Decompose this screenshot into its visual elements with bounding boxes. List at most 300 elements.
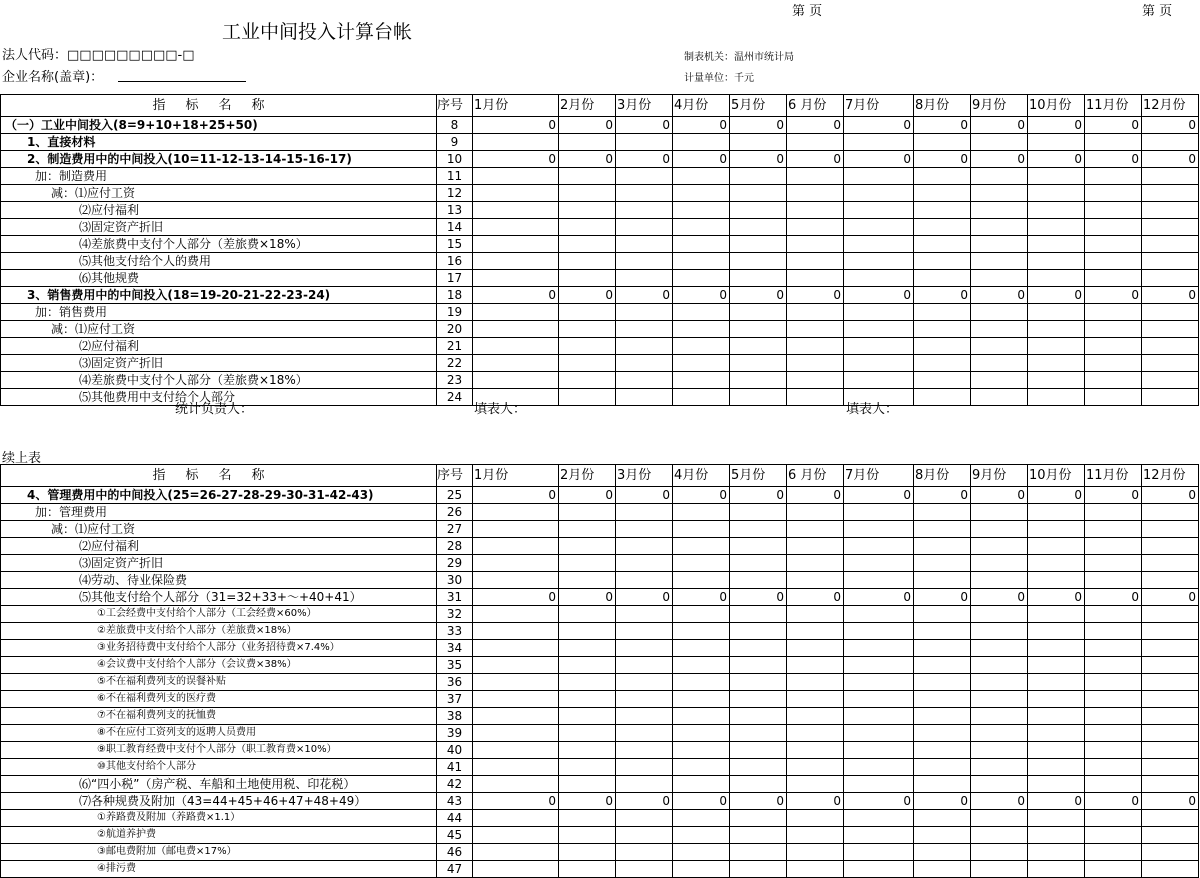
month-value-cell[interactable] (1028, 691, 1085, 708)
month-value-cell[interactable]: 0 (1085, 287, 1142, 304)
month-value-cell[interactable] (844, 572, 914, 589)
month-value-cell[interactable] (787, 202, 844, 219)
month-value-cell[interactable] (559, 304, 616, 321)
month-value-cell[interactable] (844, 538, 914, 555)
month-value-cell[interactable] (730, 521, 787, 538)
indicator-name-cell[interactable]: （一）工业中间投入(8=9+10+18+25+50) (1, 117, 437, 134)
month-value-cell[interactable] (559, 202, 616, 219)
month-value-cell[interactable]: 0 (559, 487, 616, 504)
month-value-cell[interactable] (914, 185, 971, 202)
month-value-cell[interactable] (730, 810, 787, 827)
month-value-cell[interactable]: 0 (1142, 151, 1199, 168)
month-value-cell[interactable]: 0 (844, 589, 914, 606)
month-value-cell[interactable] (730, 389, 787, 406)
month-value-cell[interactable] (914, 338, 971, 355)
month-value-cell[interactable] (559, 338, 616, 355)
month-value-cell[interactable] (914, 521, 971, 538)
month-value-cell[interactable] (616, 372, 673, 389)
month-value-cell[interactable] (1142, 538, 1199, 555)
seq-cell[interactable]: 14 (437, 219, 473, 236)
month-value-cell[interactable] (1028, 623, 1085, 640)
month-value-cell[interactable]: 0 (473, 589, 559, 606)
month-value-cell[interactable] (673, 827, 730, 844)
indicator-name-cell[interactable]: ⑶固定资产折旧 (1, 219, 437, 236)
month-value-cell[interactable]: 0 (914, 487, 971, 504)
month-value-cell[interactable] (673, 572, 730, 589)
month-value-cell[interactable] (1028, 657, 1085, 674)
month-value-cell[interactable]: 0 (673, 793, 730, 810)
month-value-cell[interactable] (730, 355, 787, 372)
month-value-cell[interactable] (616, 861, 673, 878)
indicator-name-cell[interactable]: 减：⑴应付工资 (1, 521, 437, 538)
month-value-cell[interactable] (787, 827, 844, 844)
month-value-cell[interactable] (844, 372, 914, 389)
month-value-cell[interactable] (616, 355, 673, 372)
month-value-cell[interactable]: 0 (1085, 589, 1142, 606)
month-value-cell[interactable]: 0 (1142, 487, 1199, 504)
month-value-cell[interactable] (473, 304, 559, 321)
month-value-cell[interactable]: 0 (616, 117, 673, 134)
month-value-cell[interactable] (730, 759, 787, 776)
month-value-cell[interactable] (971, 521, 1028, 538)
month-value-cell[interactable] (971, 253, 1028, 270)
month-value-cell[interactable] (844, 304, 914, 321)
seq-cell[interactable]: 22 (437, 355, 473, 372)
month-value-cell[interactable]: 0 (559, 117, 616, 134)
month-value-cell[interactable] (1142, 691, 1199, 708)
month-value-cell[interactable] (673, 555, 730, 572)
month-value-cell[interactable] (616, 725, 673, 742)
month-value-cell[interactable] (787, 253, 844, 270)
month-value-cell[interactable] (673, 606, 730, 623)
month-value-cell[interactable]: 0 (914, 793, 971, 810)
month-value-cell[interactable] (616, 606, 673, 623)
month-value-cell[interactable] (1085, 389, 1142, 406)
month-value-cell[interactable] (730, 185, 787, 202)
month-value-cell[interactable] (914, 236, 971, 253)
seq-cell[interactable]: 8 (437, 117, 473, 134)
indicator-name-cell[interactable]: ④排污费 (1, 861, 437, 878)
month-value-cell[interactable] (673, 219, 730, 236)
month-value-cell[interactable] (971, 168, 1028, 185)
month-value-cell[interactable] (844, 657, 914, 674)
month-value-cell[interactable]: 0 (1028, 793, 1085, 810)
month-value-cell[interactable] (616, 827, 673, 844)
indicator-name-cell[interactable]: ⑸其他支付给个人部分（31=32+33+～+40+41） (1, 589, 437, 606)
month-value-cell[interactable]: 0 (1085, 793, 1142, 810)
month-value-cell[interactable] (844, 134, 914, 151)
month-value-cell[interactable] (673, 338, 730, 355)
month-value-cell[interactable] (1142, 338, 1199, 355)
month-value-cell[interactable] (673, 742, 730, 759)
month-value-cell[interactable] (844, 776, 914, 793)
indicator-name-cell[interactable]: ⑹其他规费 (1, 270, 437, 287)
month-value-cell[interactable] (1142, 827, 1199, 844)
month-value-cell[interactable] (1142, 236, 1199, 253)
month-value-cell[interactable] (971, 538, 1028, 555)
month-value-cell[interactable] (787, 321, 844, 338)
seq-cell[interactable]: 9 (437, 134, 473, 151)
seq-cell[interactable]: 38 (437, 708, 473, 725)
month-value-cell[interactable] (844, 861, 914, 878)
month-value-cell[interactable] (1142, 572, 1199, 589)
seq-cell[interactable]: 15 (437, 236, 473, 253)
month-value-cell[interactable] (1085, 572, 1142, 589)
month-value-cell[interactable] (616, 810, 673, 827)
month-value-cell[interactable] (971, 219, 1028, 236)
month-value-cell[interactable] (1028, 606, 1085, 623)
month-value-cell[interactable] (559, 504, 616, 521)
month-value-cell[interactable] (1142, 708, 1199, 725)
month-value-cell[interactable] (559, 538, 616, 555)
month-value-cell[interactable] (1142, 606, 1199, 623)
seq-cell[interactable]: 29 (437, 555, 473, 572)
month-value-cell[interactable] (473, 861, 559, 878)
month-value-cell[interactable] (730, 725, 787, 742)
indicator-name-cell[interactable]: 加：销售费用 (1, 304, 437, 321)
month-value-cell[interactable] (1085, 623, 1142, 640)
month-value-cell[interactable] (844, 219, 914, 236)
month-value-cell[interactable] (616, 844, 673, 861)
indicator-name-cell[interactable]: ⑹“四小税”（房产税、车船和土地使用税、印花税） (1, 776, 437, 793)
month-value-cell[interactable] (616, 555, 673, 572)
month-value-cell[interactable] (473, 572, 559, 589)
indicator-name-cell[interactable]: ⑷差旅费中支付个人部分（差旅费×18%） (1, 372, 437, 389)
month-value-cell[interactable] (473, 236, 559, 253)
month-value-cell[interactable] (914, 844, 971, 861)
month-value-cell[interactable]: 0 (971, 589, 1028, 606)
indicator-name-cell[interactable]: 加：制造费用 (1, 168, 437, 185)
month-value-cell[interactable] (559, 521, 616, 538)
month-value-cell[interactable] (971, 372, 1028, 389)
month-value-cell[interactable] (787, 270, 844, 287)
month-value-cell[interactable] (559, 827, 616, 844)
month-value-cell[interactable] (1142, 389, 1199, 406)
seq-cell[interactable]: 25 (437, 487, 473, 504)
month-value-cell[interactable] (616, 623, 673, 640)
month-value-cell[interactable] (844, 270, 914, 287)
seq-cell[interactable]: 19 (437, 304, 473, 321)
month-value-cell[interactable] (1085, 861, 1142, 878)
month-value-cell[interactable] (844, 810, 914, 827)
month-value-cell[interactable] (787, 776, 844, 793)
month-value-cell[interactable] (616, 338, 673, 355)
month-value-cell[interactable] (559, 321, 616, 338)
month-value-cell[interactable] (1142, 759, 1199, 776)
month-value-cell[interactable] (971, 810, 1028, 827)
month-value-cell[interactable] (673, 185, 730, 202)
month-value-cell[interactable] (1085, 657, 1142, 674)
month-value-cell[interactable] (730, 657, 787, 674)
seq-cell[interactable]: 13 (437, 202, 473, 219)
month-value-cell[interactable] (787, 555, 844, 572)
month-value-cell[interactable] (787, 674, 844, 691)
seq-cell[interactable]: 32 (437, 606, 473, 623)
month-value-cell[interactable] (730, 572, 787, 589)
month-value-cell[interactable] (914, 691, 971, 708)
month-value-cell[interactable] (1028, 355, 1085, 372)
month-value-cell[interactable] (971, 606, 1028, 623)
month-value-cell[interactable] (1085, 844, 1142, 861)
month-value-cell[interactable]: 0 (1142, 793, 1199, 810)
month-value-cell[interactable] (559, 219, 616, 236)
month-value-cell[interactable] (971, 321, 1028, 338)
month-value-cell[interactable] (473, 355, 559, 372)
indicator-name-cell[interactable]: ⑶固定资产折旧 (1, 355, 437, 372)
month-value-cell[interactable] (559, 168, 616, 185)
month-value-cell[interactable] (971, 861, 1028, 878)
month-value-cell[interactable] (914, 355, 971, 372)
seq-cell[interactable]: 44 (437, 810, 473, 827)
month-value-cell[interactable] (844, 521, 914, 538)
month-value-cell[interactable] (971, 304, 1028, 321)
month-value-cell[interactable] (559, 253, 616, 270)
indicator-name-cell[interactable]: ⑦不在福利费列支的抚恤费 (1, 708, 437, 725)
month-value-cell[interactable] (673, 861, 730, 878)
month-value-cell[interactable]: 0 (673, 117, 730, 134)
month-value-cell[interactable] (971, 640, 1028, 657)
month-value-cell[interactable] (787, 623, 844, 640)
month-value-cell[interactable] (1085, 202, 1142, 219)
month-value-cell[interactable] (730, 708, 787, 725)
indicator-name-cell[interactable]: ①养路费及附加（养路费×1.1） (1, 810, 437, 827)
indicator-name-cell[interactable]: ⑤不在福利费列支的误餐补贴 (1, 674, 437, 691)
month-value-cell[interactable]: 0 (673, 487, 730, 504)
month-value-cell[interactable] (730, 253, 787, 270)
month-value-cell[interactable] (787, 338, 844, 355)
month-value-cell[interactable] (914, 372, 971, 389)
month-value-cell[interactable] (914, 674, 971, 691)
month-value-cell[interactable] (971, 742, 1028, 759)
month-value-cell[interactable] (971, 776, 1028, 793)
seq-cell[interactable]: 30 (437, 572, 473, 589)
month-value-cell[interactable] (616, 640, 673, 657)
month-value-cell[interactable] (787, 861, 844, 878)
month-value-cell[interactable] (1085, 355, 1142, 372)
month-value-cell[interactable]: 0 (914, 117, 971, 134)
month-value-cell[interactable] (673, 321, 730, 338)
month-value-cell[interactable] (1142, 861, 1199, 878)
month-value-cell[interactable]: 0 (559, 793, 616, 810)
month-value-cell[interactable] (787, 372, 844, 389)
seq-cell[interactable]: 11 (437, 168, 473, 185)
month-value-cell[interactable] (559, 691, 616, 708)
month-value-cell[interactable] (787, 521, 844, 538)
month-value-cell[interactable] (914, 504, 971, 521)
month-value-cell[interactable] (673, 168, 730, 185)
seq-cell[interactable]: 41 (437, 759, 473, 776)
month-value-cell[interactable] (616, 708, 673, 725)
indicator-name-cell[interactable]: 2、制造费用中的中间投入(10=11-12-13-14-15-16-17) (1, 151, 437, 168)
seq-cell[interactable]: 20 (437, 321, 473, 338)
indicator-name-cell[interactable]: ⑩其他支付给个人部分 (1, 759, 437, 776)
month-value-cell[interactable] (844, 606, 914, 623)
month-value-cell[interactable] (914, 708, 971, 725)
month-value-cell[interactable] (730, 321, 787, 338)
month-value-cell[interactable] (914, 219, 971, 236)
month-value-cell[interactable] (559, 861, 616, 878)
month-value-cell[interactable]: 0 (844, 487, 914, 504)
month-value-cell[interactable] (971, 338, 1028, 355)
month-value-cell[interactable] (787, 538, 844, 555)
month-value-cell[interactable]: 0 (971, 117, 1028, 134)
month-value-cell[interactable]: 0 (616, 589, 673, 606)
month-value-cell[interactable] (1028, 725, 1085, 742)
month-value-cell[interactable]: 0 (844, 151, 914, 168)
month-value-cell[interactable]: 0 (1028, 151, 1085, 168)
month-value-cell[interactable] (1028, 674, 1085, 691)
month-value-cell[interactable] (844, 691, 914, 708)
month-value-cell[interactable]: 0 (730, 117, 787, 134)
month-value-cell[interactable] (673, 236, 730, 253)
month-value-cell[interactable] (616, 521, 673, 538)
seq-cell[interactable]: 47 (437, 861, 473, 878)
indicator-name-cell[interactable]: ⑷劳动、待业保险费 (1, 572, 437, 589)
month-value-cell[interactable] (473, 168, 559, 185)
month-value-cell[interactable] (673, 521, 730, 538)
month-value-cell[interactable] (1028, 776, 1085, 793)
seq-cell[interactable]: 34 (437, 640, 473, 657)
month-value-cell[interactable]: 0 (971, 487, 1028, 504)
indicator-name-cell[interactable]: 加：管理费用 (1, 504, 437, 521)
month-value-cell[interactable] (559, 236, 616, 253)
month-value-cell[interactable] (1142, 253, 1199, 270)
month-value-cell[interactable] (673, 304, 730, 321)
month-value-cell[interactable] (1085, 776, 1142, 793)
month-value-cell[interactable] (473, 185, 559, 202)
month-value-cell[interactable] (730, 555, 787, 572)
month-value-cell[interactable] (473, 827, 559, 844)
month-value-cell[interactable] (971, 355, 1028, 372)
month-value-cell[interactable] (1085, 827, 1142, 844)
month-value-cell[interactable] (1028, 338, 1085, 355)
month-value-cell[interactable] (844, 202, 914, 219)
month-value-cell[interactable] (673, 674, 730, 691)
month-value-cell[interactable] (616, 674, 673, 691)
month-value-cell[interactable] (971, 236, 1028, 253)
month-value-cell[interactable] (971, 827, 1028, 844)
month-value-cell[interactable] (473, 134, 559, 151)
month-value-cell[interactable] (1028, 389, 1085, 406)
indicator-name-cell[interactable]: ⑸其他支付给个人的费用 (1, 253, 437, 270)
month-value-cell[interactable] (1085, 606, 1142, 623)
indicator-name-cell[interactable]: ⑺各种规费及附加（43=44+45+46+47+48+49） (1, 793, 437, 810)
month-value-cell[interactable] (559, 759, 616, 776)
month-value-cell[interactable]: 0 (616, 287, 673, 304)
month-value-cell[interactable] (1085, 253, 1142, 270)
indicator-name-cell[interactable]: ⑨职工教育经费中支付个人部分（职工教育费×10%） (1, 742, 437, 759)
month-value-cell[interactable] (616, 538, 673, 555)
month-value-cell[interactable] (971, 674, 1028, 691)
month-value-cell[interactable] (473, 321, 559, 338)
month-value-cell[interactable] (616, 657, 673, 674)
month-value-cell[interactable] (914, 253, 971, 270)
month-value-cell[interactable] (559, 270, 616, 287)
month-value-cell[interactable] (1142, 202, 1199, 219)
month-value-cell[interactable] (971, 270, 1028, 287)
month-value-cell[interactable] (616, 236, 673, 253)
month-value-cell[interactable] (1085, 134, 1142, 151)
indicator-name-cell[interactable]: ②航道养护费 (1, 827, 437, 844)
month-value-cell[interactable] (673, 725, 730, 742)
month-value-cell[interactable]: 0 (730, 287, 787, 304)
month-value-cell[interactable] (787, 708, 844, 725)
seq-cell[interactable]: 17 (437, 270, 473, 287)
indicator-name-cell[interactable]: ⑧不在应付工资列支的返聘人员费用 (1, 725, 437, 742)
month-value-cell[interactable] (787, 657, 844, 674)
month-value-cell[interactable] (673, 253, 730, 270)
month-value-cell[interactable]: 0 (1085, 487, 1142, 504)
month-value-cell[interactable] (473, 725, 559, 742)
month-value-cell[interactable] (914, 759, 971, 776)
month-value-cell[interactable] (1085, 521, 1142, 538)
month-value-cell[interactable]: 0 (787, 117, 844, 134)
month-value-cell[interactable] (473, 810, 559, 827)
month-value-cell[interactable] (1142, 304, 1199, 321)
month-value-cell[interactable] (616, 270, 673, 287)
month-value-cell[interactable] (971, 725, 1028, 742)
month-value-cell[interactable] (914, 827, 971, 844)
indicator-name-cell[interactable]: ⑵应付福利 (1, 538, 437, 555)
month-value-cell[interactable] (559, 555, 616, 572)
month-value-cell[interactable]: 0 (971, 793, 1028, 810)
month-value-cell[interactable] (914, 640, 971, 657)
indicator-name-cell[interactable]: ②差旅费中支付给个人部分（差旅费×18%） (1, 623, 437, 640)
month-value-cell[interactable]: 0 (616, 793, 673, 810)
month-value-cell[interactable] (616, 572, 673, 589)
month-value-cell[interactable] (1142, 219, 1199, 236)
month-value-cell[interactable] (673, 844, 730, 861)
month-value-cell[interactable] (1085, 742, 1142, 759)
month-value-cell[interactable] (473, 338, 559, 355)
month-value-cell[interactable] (673, 776, 730, 793)
month-value-cell[interactable] (1142, 321, 1199, 338)
month-value-cell[interactable] (1142, 742, 1199, 759)
month-value-cell[interactable] (673, 504, 730, 521)
month-value-cell[interactable] (673, 759, 730, 776)
month-value-cell[interactable] (1142, 521, 1199, 538)
month-value-cell[interactable] (844, 674, 914, 691)
month-value-cell[interactable] (1028, 640, 1085, 657)
month-value-cell[interactable] (1028, 219, 1085, 236)
month-value-cell[interactable] (787, 844, 844, 861)
month-value-cell[interactable] (730, 776, 787, 793)
month-value-cell[interactable]: 0 (473, 793, 559, 810)
month-value-cell[interactable]: 0 (971, 151, 1028, 168)
month-value-cell[interactable] (673, 270, 730, 287)
month-value-cell[interactable] (914, 776, 971, 793)
seq-cell[interactable]: 24 (437, 389, 473, 406)
seq-cell[interactable]: 45 (437, 827, 473, 844)
month-value-cell[interactable] (971, 708, 1028, 725)
seq-cell[interactable]: 42 (437, 776, 473, 793)
month-value-cell[interactable] (914, 555, 971, 572)
month-value-cell[interactable] (971, 623, 1028, 640)
month-value-cell[interactable] (844, 708, 914, 725)
month-value-cell[interactable] (844, 827, 914, 844)
seq-cell[interactable]: 40 (437, 742, 473, 759)
month-value-cell[interactable] (559, 742, 616, 759)
month-value-cell[interactable] (1142, 168, 1199, 185)
month-value-cell[interactable] (673, 640, 730, 657)
month-value-cell[interactable] (1085, 674, 1142, 691)
month-value-cell[interactable] (787, 219, 844, 236)
month-value-cell[interactable] (1085, 691, 1142, 708)
month-value-cell[interactable] (616, 759, 673, 776)
month-value-cell[interactable]: 0 (1028, 487, 1085, 504)
month-value-cell[interactable] (673, 657, 730, 674)
month-value-cell[interactable] (673, 372, 730, 389)
